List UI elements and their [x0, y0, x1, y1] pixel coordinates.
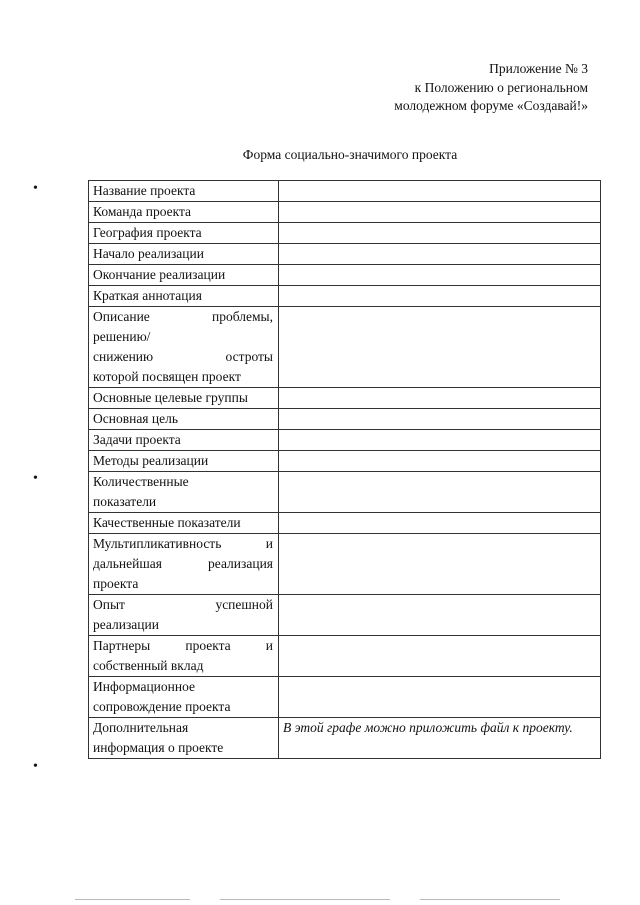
form-row — [89, 451, 601, 472]
field-label-line: информация о проекте — [93, 740, 224, 755]
field-label-line: снижению остроты — [93, 349, 273, 364]
margin-dot: • — [33, 181, 38, 196]
field-value[interactable] — [279, 451, 601, 472]
field-value[interactable] — [279, 472, 601, 513]
field-label — [89, 181, 279, 202]
field-value[interactable] — [279, 513, 601, 534]
field-label-line: Методы реализации — [93, 453, 209, 468]
field-label — [89, 244, 279, 265]
field-label-line: Мультипликативность и — [93, 536, 273, 551]
field-label — [89, 472, 279, 513]
field-value[interactable] — [279, 286, 601, 307]
field-label-line: Опыт успешной — [93, 597, 273, 612]
form-row — [89, 472, 601, 513]
form-row — [89, 388, 601, 409]
field-label-line: дальнейшая реализация — [93, 556, 273, 571]
margin-dot: • — [33, 759, 38, 774]
field-label — [89, 451, 279, 472]
field-label-line: Основная цель — [93, 411, 179, 426]
field-label-line: Команда проекта — [93, 204, 192, 219]
field-value[interactable] — [279, 636, 601, 677]
appendix-number: Приложение № 3 — [489, 61, 588, 76]
field-label — [89, 430, 279, 451]
field-label-line: Дополнительная — [93, 720, 189, 735]
field-value[interactable] — [279, 677, 601, 718]
field-value[interactable] — [279, 534, 601, 595]
field-label-line: проекта — [93, 576, 139, 591]
scan-edge-mark — [420, 899, 560, 900]
field-value[interactable] — [279, 202, 601, 223]
form-row — [89, 265, 601, 286]
form-row — [89, 513, 601, 534]
margin-dot: • — [33, 471, 38, 486]
field-label — [89, 409, 279, 430]
field-label-line: Информационное — [93, 679, 196, 694]
field-label-line: Основные целевые группы — [93, 390, 248, 405]
field-value[interactable] — [279, 388, 601, 409]
field-label — [89, 388, 279, 409]
form-row — [89, 409, 601, 430]
field-label — [89, 286, 279, 307]
form-row — [89, 430, 601, 451]
field-label-line: собственный вклад — [93, 658, 204, 673]
scan-edge-mark — [220, 899, 390, 900]
field-label — [89, 202, 279, 223]
project-form-body — [89, 181, 601, 759]
field-label — [89, 677, 279, 718]
field-label — [89, 265, 279, 286]
field-value[interactable] — [279, 181, 601, 202]
field-label-line: показатели — [93, 494, 157, 509]
field-label-line: Начало реализации — [93, 246, 204, 261]
field-value[interactable] — [279, 595, 601, 636]
field-label — [89, 534, 279, 595]
field-label-line: которой посвящен проект — [93, 369, 241, 384]
field-value[interactable] — [279, 265, 601, 286]
field-label-line: Краткая аннотация — [93, 288, 202, 303]
appendix-header — [394, 60, 588, 116]
form-row — [89, 307, 601, 388]
form-title: Форма социально-значимого проекта — [242, 147, 458, 162]
form-row — [89, 534, 601, 595]
form-row — [89, 718, 601, 759]
field-value[interactable] — [279, 430, 601, 451]
field-value[interactable] — [279, 244, 601, 265]
field-label-line: сопровождение проекта — [93, 699, 231, 714]
form-row — [89, 244, 601, 265]
form-row — [89, 677, 601, 718]
field-label-line: Описание проблемы, — [93, 309, 273, 324]
appendix-forum-name: молодежном форуме «Создавай!» — [394, 98, 588, 113]
field-label — [89, 307, 279, 388]
form-row — [89, 286, 601, 307]
field-label-line: реализации — [93, 617, 159, 632]
field-label-line: Задачи проекта — [93, 432, 181, 447]
project-form-table — [88, 180, 601, 759]
field-label — [89, 636, 279, 677]
form-row — [89, 202, 601, 223]
form-row — [89, 223, 601, 244]
field-label — [89, 223, 279, 244]
field-label-line: решению/ — [93, 329, 151, 344]
field-label-line: Окончание реализации — [93, 267, 226, 282]
scan-edge-mark — [75, 899, 190, 900]
field-label — [89, 513, 279, 534]
field-label-line: Количественные — [93, 474, 189, 489]
field-label — [89, 718, 279, 759]
form-row — [89, 181, 601, 202]
field-label-line: Качественные показатели — [93, 515, 241, 530]
appendix-reference: к Положению о региональном — [414, 79, 588, 95]
field-value[interactable] — [279, 307, 601, 388]
form-row — [89, 595, 601, 636]
field-label-line: География проекта — [93, 225, 202, 240]
field-value[interactable]: В этой графе можно приложить файл к проекту. — [279, 718, 601, 759]
field-value[interactable] — [279, 409, 601, 430]
field-label-line: Название проекта — [93, 183, 196, 198]
field-value[interactable] — [279, 223, 601, 244]
field-label-line: Партнеры проекта и — [93, 638, 273, 653]
form-row — [89, 636, 601, 677]
field-label — [89, 595, 279, 636]
